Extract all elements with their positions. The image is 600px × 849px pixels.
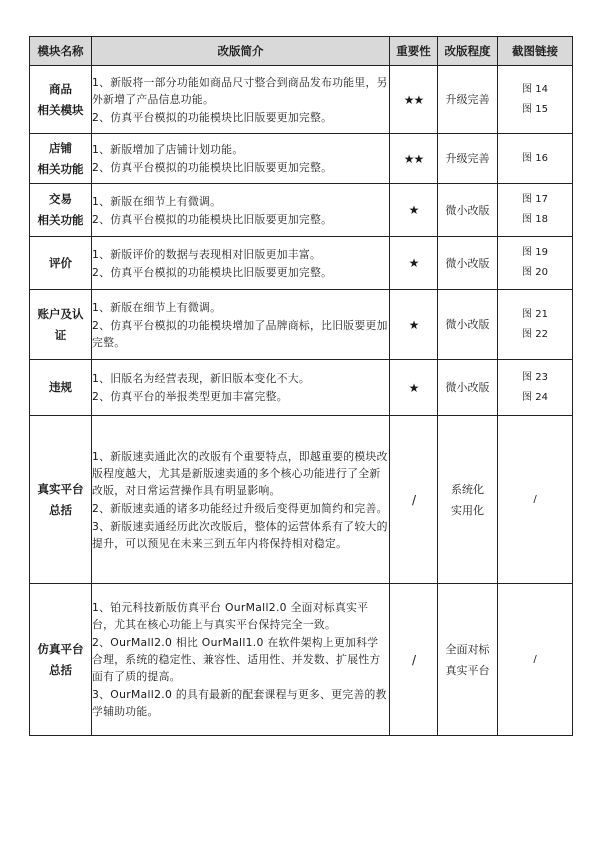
module-name-cell [30,237,92,290]
summary-item: 3、新版速卖通经历此次改版后，整体的运营体系有了较大的提升，可以预见在未来三到五年内将保持相对稳定。 [92,519,388,550]
degree-line: 微小改版 [445,256,490,270]
summary-item: 1、铂元科技新版仿真平台 OurMall2.0 全面对标真实平台，尤其在核心功能上与真实平台保持完全一致。 [92,601,369,631]
summary-item: 2、OurMall2.0 相比 OurMall1.0 在软件架构上更加科学合理，系统的稳定性、兼容性、适用性、并发数、扩展性方面有了质的提高。 [92,636,381,683]
summary-item: 2、仿真平台模拟的功能模块比旧版要更加完整。 [92,212,333,226]
summary-cell [92,237,390,290]
module-name-line: 真实平台 [37,481,84,496]
header-importance: 重要性 [390,37,438,66]
summary-item: 2、仿真平台模拟的功能模块比旧版要更加完整。 [92,161,333,174]
module-name-line: 总括 [49,502,72,517]
degree-line: 升级完善 [445,93,490,106]
degree-cell [438,416,498,584]
link-cell [498,416,573,584]
screenshot-link[interactable]: 图 17 [522,194,548,205]
summary-item: 1、新版增加了店铺计划功能。 [92,143,244,156]
screenshot-link: / [533,493,537,505]
importance-stars: ★ [390,237,438,290]
summary-item: 2、仿真平台模拟的功能模块增加了品牌商标，比旧版要更加完整。 [92,318,388,349]
summary-item: 2、仿真平台模拟的功能模块比旧版要更加完整。 [92,265,333,279]
screenshot-link: / [533,653,537,665]
importance-stars: ★ [390,360,438,416]
screenshot-link[interactable]: 图 16 [522,152,548,164]
revision-table [29,36,573,736]
link-cell [498,237,573,290]
summary-item: 3、OurMall2.0 的具有最新的配套课程与更多、更完善的教学辅助功能。 [92,688,387,718]
module-name-line: 仿真平台 [37,641,84,656]
link-cell [498,184,573,237]
module-name-cell [30,290,92,360]
header-module-name: 模块名称 [30,37,92,66]
summary-cell [92,66,390,134]
screenshot-link[interactable]: 图 24 [522,391,548,403]
degree-line: 系统化 [451,482,484,496]
table-header-row [30,37,573,66]
table-row [30,584,573,736]
summary-item: 1、新版将一部分功能如商品尺寸整合到商品发布功能里，另外新增了产品信息功能。 [92,75,388,106]
header-revision-degree: 改版程度 [438,37,498,66]
link-cell [498,360,573,416]
summary-item: 1、新版在细节上有微调。 [92,300,222,314]
degree-line: 真实平台 [445,663,490,677]
header-revision-summary: 改版简介 [92,37,390,66]
screenshot-link[interactable]: 图 19 [522,247,548,258]
summary-cell [92,184,390,237]
degree-line: 微小改版 [445,203,490,217]
link-cell [498,584,573,736]
degree-cell [438,290,498,360]
summary-cell [92,360,390,416]
module-name-line: 交易 [49,192,72,206]
summary-item: 2、新版速卖通的诸多功能经过升级后变得更加简约和完善。 [92,501,388,515]
importance-stars: ★★ [390,134,438,184]
module-name-line: 店铺 [49,140,72,155]
module-name-line: 评价 [49,255,72,270]
importance-stars: ★★ [390,66,438,134]
module-name-line: 违规 [49,380,72,394]
module-name-line: 相关模块 [37,102,84,117]
table-row [30,416,573,584]
summary-item: 1、旧版名为经营表现，新旧版本变化不大。 [92,372,311,385]
table-row [30,237,573,290]
module-name-line: 总括 [49,662,72,677]
screenshot-link[interactable]: 图 20 [522,267,548,278]
degree-cell [438,134,498,184]
degree-cell [438,360,498,416]
module-name-line: 商品 [49,81,72,96]
importance-stars: ★ [390,184,438,237]
degree-cell [438,584,498,736]
summary-item: 1、新版评价的数据与表现相对旧版更加丰富。 [92,247,322,261]
degree-cell [438,184,498,237]
link-cell [498,134,573,184]
link-cell [498,290,573,360]
importance-slash: / [390,584,438,736]
summary-cell [92,416,390,584]
table-row [30,360,573,416]
module-name-line: 证 [54,327,67,342]
screenshot-link[interactable]: 图 23 [522,371,548,383]
header-screenshot-link: 截图链接 [498,37,573,66]
module-name-line: 相关功能 [37,161,84,176]
module-name-cell [30,584,92,736]
summary-item: 1、新版速卖通此次的改版有个重要特点，即越重要的模块改版程度越大，尤其是新版速卖通的多个核心功能进行了全新改版，对日常运营操作具有明显影响。 [92,449,388,497]
module-name-cell [30,66,92,134]
table-row [30,66,573,134]
module-name-cell [30,134,92,184]
module-name-cell [30,184,92,237]
table-row [30,290,573,360]
summary-item: 2、仿真平台的举报类型更加丰富完整。 [92,390,288,403]
module-name-cell [30,360,92,416]
degree-cell [438,66,498,134]
table-row [30,134,573,184]
table-row [30,184,573,237]
screenshot-link[interactable]: 图 21 [522,308,548,320]
module-name-line: 相关功能 [37,213,84,227]
degree-line: 实用化 [451,503,484,517]
summary-item: 2、仿真平台模拟的功能模块比旧版要更加完整。 [92,110,333,124]
screenshot-link[interactable]: 图 22 [522,328,548,340]
link-cell [498,66,573,134]
summary-cell [92,290,390,360]
importance-slash: / [390,416,438,584]
summary-cell [92,134,390,184]
degree-line: 全面对标 [445,642,490,656]
degree-line: 升级完善 [445,152,490,165]
degree-line: 微小改版 [445,381,490,394]
screenshot-link[interactable]: 图 15 [522,103,548,115]
summary-cell [92,584,390,736]
summary-item: 1、新版在细节上有微调。 [92,194,222,208]
screenshot-link[interactable]: 图 14 [522,83,548,95]
module-name-cell [30,416,92,584]
degree-line: 微小改版 [445,318,490,331]
module-name-line: 账户及认 [37,306,84,321]
degree-cell [438,237,498,290]
importance-stars: ★ [390,290,438,360]
screenshot-link[interactable]: 图 18 [522,214,548,225]
